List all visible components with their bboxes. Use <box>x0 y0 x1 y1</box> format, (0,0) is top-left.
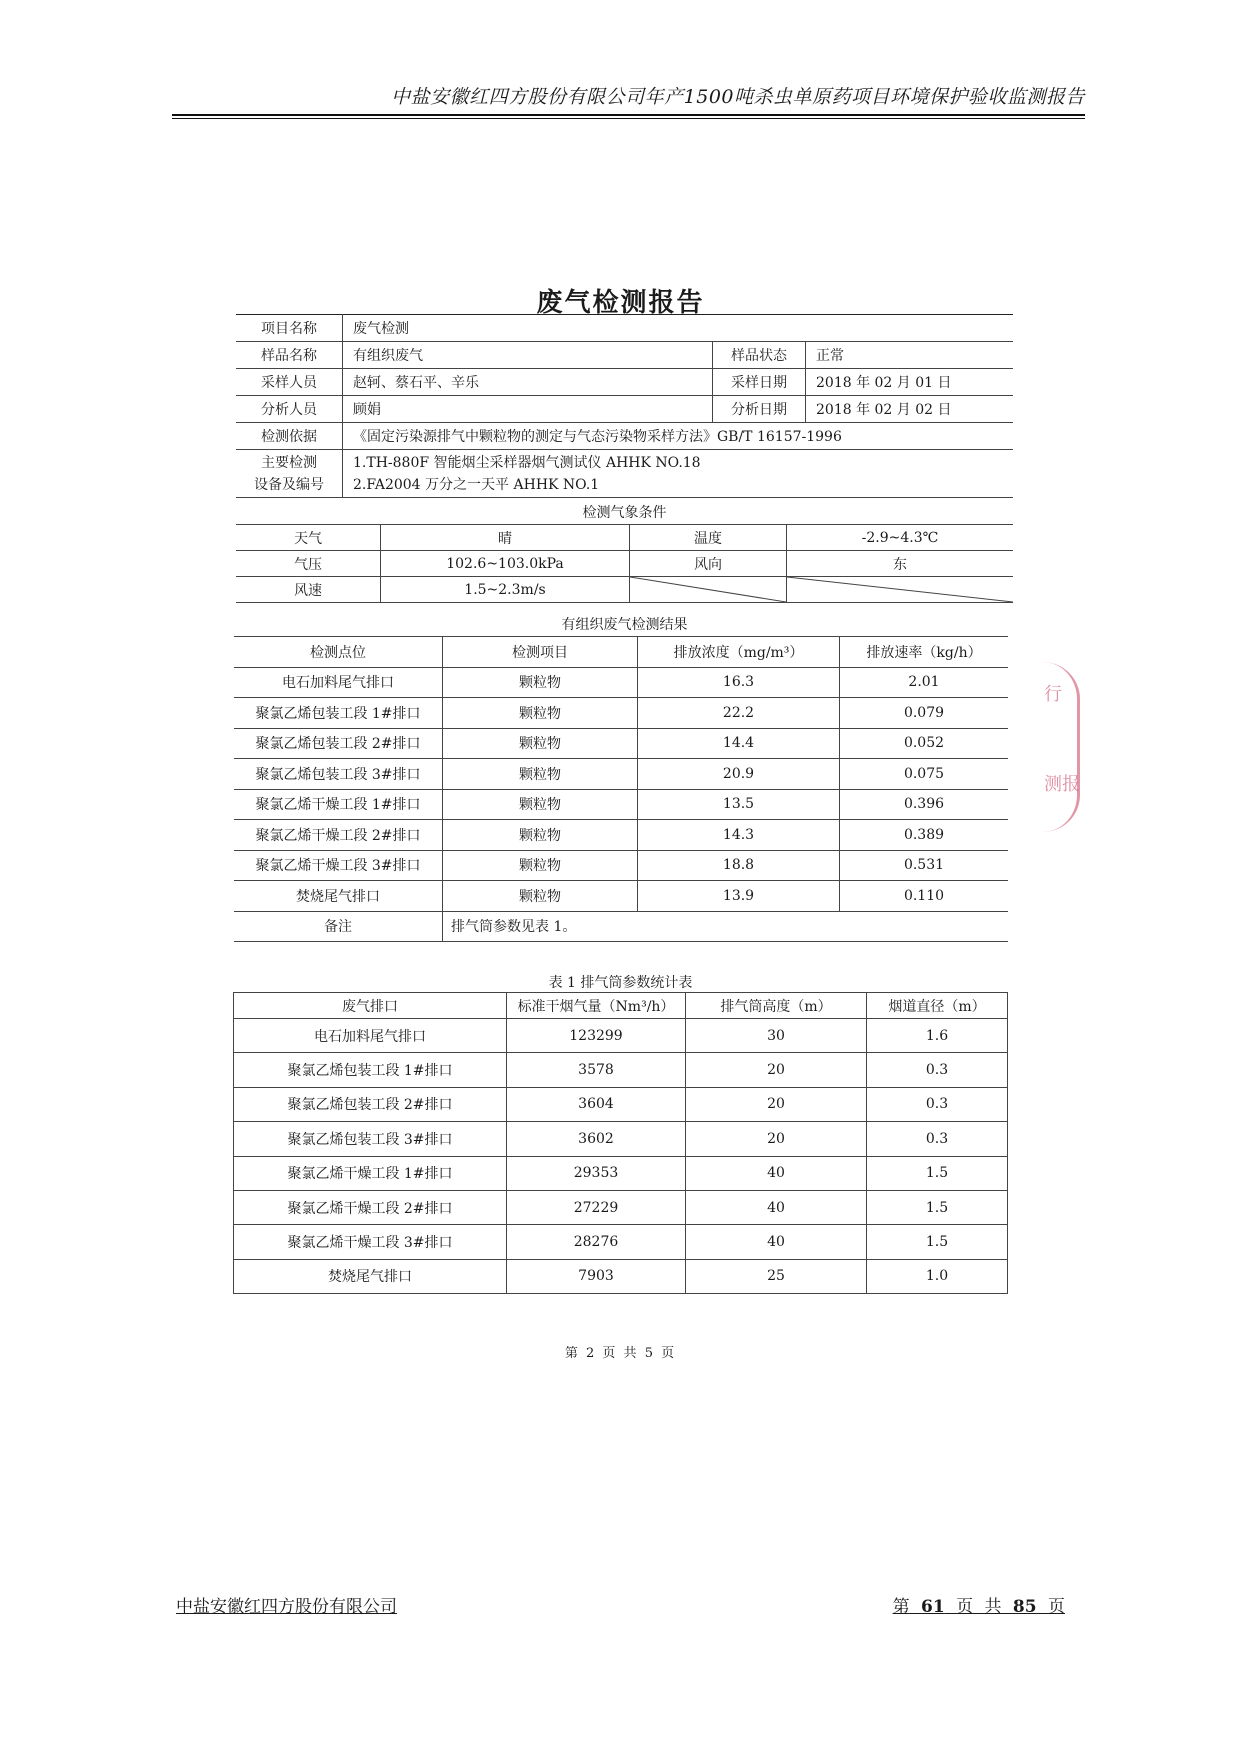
result-item: 颗粒物 <box>443 789 638 820</box>
table-row <box>234 728 1008 759</box>
result-concentration: 13.9 <box>638 881 840 912</box>
stack-outlet: 聚氯乙烯包装工段 1#排口 <box>234 1053 507 1087</box>
table-row <box>234 850 1008 881</box>
sampler-label: 采样人员 <box>236 369 343 396</box>
stack-flow: 3602 <box>507 1122 686 1156</box>
equipment-label <box>236 450 343 498</box>
weather-row-2 <box>236 551 1013 577</box>
table1-caption: 表 1 排气筒参数统计表 <box>548 975 693 991</box>
report-title: 废气检测报告 <box>536 288 705 318</box>
stack-height: 20 <box>686 1122 867 1156</box>
stack-diameter: 1.6 <box>867 1019 1008 1053</box>
table-row <box>234 820 1008 851</box>
wind-direction-value: 东 <box>787 551 1014 577</box>
analysis-date-value: 2018 年 02 月 02 日 <box>806 396 1014 423</box>
results-note-row <box>234 911 1008 942</box>
result-concentration: 14.3 <box>638 820 840 851</box>
weather-row-1 <box>236 525 1013 551</box>
project-name-value: 废气检测 <box>343 315 1014 342</box>
stack-flow: 3578 <box>507 1053 686 1087</box>
results-table <box>234 636 1008 942</box>
table-row <box>234 1019 1008 1053</box>
result-rate: 0.075 <box>840 759 1009 790</box>
result-rate: 0.110 <box>840 881 1009 912</box>
stack-header-height: 排气筒高度（m） <box>686 993 867 1019</box>
table-row <box>234 1225 1008 1259</box>
stack-flow: 27229 <box>507 1190 686 1224</box>
stack-height: 40 <box>686 1156 867 1190</box>
analyst-label: 分析人员 <box>236 396 343 423</box>
table-row <box>234 698 1008 729</box>
wind-speed-value: 1.5~2.3m/s <box>381 577 630 603</box>
results-header-concentration: 排放浓度（mg/m³） <box>638 637 840 668</box>
stack-flow: 28276 <box>507 1225 686 1259</box>
inner-page-number: 第 2 页 共 5 页 <box>564 1346 677 1361</box>
table-row <box>234 1122 1008 1156</box>
pressure-value: 102.6~103.0kPa <box>381 551 630 577</box>
info-row-project <box>236 315 1013 342</box>
stack-diameter: 1.5 <box>867 1225 1008 1259</box>
sample-name-label: 样品名称 <box>236 342 343 369</box>
stack-height: 20 <box>686 1053 867 1087</box>
weather-value: 晴 <box>381 525 630 551</box>
equipment-label-line-2: 设备及编号 <box>254 476 324 493</box>
stack-diameter: 0.3 <box>867 1053 1008 1087</box>
sample-date-value: 2018 年 02 月 01 日 <box>806 369 1014 396</box>
result-concentration: 18.8 <box>638 850 840 881</box>
table-row <box>234 1259 1008 1293</box>
result-point: 聚氯乙烯干燥工段 3#排口 <box>234 850 443 881</box>
result-concentration: 22.2 <box>638 698 840 729</box>
footer-page-current: 61 <box>921 1597 945 1617</box>
stack-diameter: 1.5 <box>867 1190 1008 1224</box>
slash-line <box>787 577 1013 602</box>
footer-page-total: 85 <box>1012 1597 1037 1617</box>
temperature-label: 温度 <box>630 525 787 551</box>
info-row-basis <box>236 423 1013 450</box>
result-point: 焚烧尾气排口 <box>234 881 443 912</box>
wind-direction-label: 风向 <box>630 551 787 577</box>
table-row <box>234 759 1008 790</box>
empty-cell-slash <box>630 577 787 603</box>
stack-outlet: 焚烧尾气排口 <box>234 1259 507 1293</box>
result-rate: 2.01 <box>840 667 1009 698</box>
stack-flow: 7903 <box>507 1259 686 1293</box>
result-item: 颗粒物 <box>443 881 638 912</box>
temperature-value: -2.9~4.3℃ <box>787 525 1014 551</box>
result-concentration: 13.5 <box>638 789 840 820</box>
stack-height: 40 <box>686 1190 867 1224</box>
sample-date-label: 采样日期 <box>713 369 806 396</box>
result-point: 聚氯乙烯干燥工段 1#排口 <box>234 789 443 820</box>
table-row <box>234 789 1008 820</box>
note-label: 备注 <box>234 911 443 942</box>
equipment-item-2: 2.FA2004 万分之一天平 AHHK NO.1 <box>353 476 600 493</box>
result-concentration: 20.9 <box>638 759 840 790</box>
result-item: 颗粒物 <box>443 759 638 790</box>
table-row <box>234 1053 1008 1087</box>
weather-label: 天气 <box>236 525 381 551</box>
sampler-value: 赵轲、蔡石平、辛乐 <box>343 369 713 396</box>
stack-outlet: 聚氯乙烯干燥工段 1#排口 <box>234 1156 507 1190</box>
info-row-sample <box>236 342 1013 369</box>
stack-flow: 29353 <box>507 1156 686 1190</box>
stack-height: 30 <box>686 1019 867 1053</box>
stack-header-row <box>234 993 1008 1019</box>
table-row <box>234 881 1008 912</box>
seal-text-1: 行 <box>1044 684 1062 705</box>
result-point: 聚氯乙烯包装工段 3#排口 <box>234 759 443 790</box>
table-row <box>234 1190 1008 1224</box>
result-rate: 0.079 <box>840 698 1009 729</box>
stack-diameter: 0.3 <box>867 1087 1008 1121</box>
weather-section-title: 检测气象条件 <box>582 505 667 521</box>
footer-page-mid: 页 共 <box>956 1597 1002 1617</box>
document-header-title: 中盐安徽红四方股份有限公司年产1500吨杀虫单原药项目环境保护验收监测报告 <box>391 86 1085 108</box>
stack-diameter: 1.5 <box>867 1156 1008 1190</box>
result-item: 颗粒物 <box>443 728 638 759</box>
stack-outlet: 聚氯乙烯干燥工段 2#排口 <box>234 1190 507 1224</box>
info-row-equipment <box>236 450 1013 498</box>
stack-header-outlet: 废气排口 <box>234 993 507 1019</box>
weather-table <box>236 524 1013 603</box>
pressure-label: 气压 <box>236 551 381 577</box>
note-value: 排气筒参数见表 1。 <box>443 911 1009 942</box>
results-header-point: 检测点位 <box>234 637 443 668</box>
result-item: 颗粒物 <box>443 820 638 851</box>
seal-stamp <box>1040 662 1080 832</box>
stack-outlet: 电石加料尾气排口 <box>234 1019 507 1053</box>
header-rule-thick <box>172 114 1085 116</box>
equipment-value <box>343 450 1014 498</box>
stack-flow: 3604 <box>507 1087 686 1121</box>
analysis-date-label: 分析日期 <box>713 396 806 423</box>
stack-height: 20 <box>686 1087 867 1121</box>
stack-parameters-table <box>233 992 1008 1294</box>
slash-line <box>630 577 786 602</box>
project-name-label: 项目名称 <box>236 315 343 342</box>
stack-header-diameter: 烟道直径（m） <box>867 993 1008 1019</box>
result-point: 聚氯乙烯干燥工段 2#排口 <box>234 820 443 851</box>
results-header-rate: 排放速率（kg/h） <box>840 637 1009 668</box>
footer-page-number <box>893 1592 1065 1617</box>
info-row-analyst <box>236 396 1013 423</box>
result-rate: 0.396 <box>840 789 1009 820</box>
table-row <box>234 1087 1008 1121</box>
sample-state-label: 样品状态 <box>713 342 806 369</box>
sample-name-value: 有组织废气 <box>343 342 713 369</box>
stack-height: 40 <box>686 1225 867 1259</box>
result-item: 颗粒物 <box>443 850 638 881</box>
stack-flow: 123299 <box>507 1019 686 1053</box>
footer-company: 中盐安徽红四方股份有限公司 <box>176 1597 397 1617</box>
result-point: 聚氯乙烯包装工段 2#排口 <box>234 728 443 759</box>
footer-page-prefix: 第 <box>892 1597 910 1617</box>
basis-label: 检测依据 <box>236 423 343 450</box>
basis-value: 《固定污染源排气中颗粒物的测定与气态污染物采样方法》GB/T 16157-1996 <box>343 423 1014 450</box>
equipment-item-1: 1.TH-880F 智能烟尘采样器烟气测试仪 AHHK NO.18 <box>353 454 701 471</box>
sample-state-value: 正常 <box>806 342 1014 369</box>
result-rate: 0.052 <box>840 728 1009 759</box>
stack-diameter: 1.0 <box>867 1259 1008 1293</box>
result-point: 聚氯乙烯包装工段 1#排口 <box>234 698 443 729</box>
stack-outlet: 聚氯乙烯干燥工段 3#排口 <box>234 1225 507 1259</box>
empty-cell-slash <box>787 577 1014 603</box>
wind-speed-label: 风速 <box>236 577 381 603</box>
equipment-label-line-1: 主要检测 <box>261 454 317 471</box>
result-item: 颗粒物 <box>443 698 638 729</box>
stack-height: 25 <box>686 1259 867 1293</box>
result-concentration: 14.4 <box>638 728 840 759</box>
table-row <box>234 667 1008 698</box>
result-concentration: 16.3 <box>638 667 840 698</box>
header-rule-thin <box>172 118 1085 119</box>
results-section-title: 有组织废气检测结果 <box>561 617 688 633</box>
results-header-item: 检测项目 <box>443 637 638 668</box>
stack-outlet: 聚氯乙烯包装工段 3#排口 <box>234 1122 507 1156</box>
stack-outlet: 聚氯乙烯包装工段 2#排口 <box>234 1087 507 1121</box>
stack-diameter: 0.3 <box>867 1122 1008 1156</box>
analyst-value: 顾娟 <box>343 396 713 423</box>
result-item: 颗粒物 <box>443 667 638 698</box>
stack-header-flow: 标准干烟气量（Nm³/h） <box>507 993 686 1019</box>
result-rate: 0.531 <box>840 850 1009 881</box>
report-info-table <box>236 314 1013 498</box>
info-row-sampler <box>236 369 1013 396</box>
weather-row-3 <box>236 577 1013 603</box>
seal-text-2: 测报 <box>1044 774 1080 795</box>
footer-page-suffix: 页 <box>1048 1597 1065 1617</box>
result-rate: 0.389 <box>840 820 1009 851</box>
table-row <box>234 1156 1008 1190</box>
result-point: 电石加料尾气排口 <box>234 667 443 698</box>
results-header-row <box>234 637 1008 668</box>
